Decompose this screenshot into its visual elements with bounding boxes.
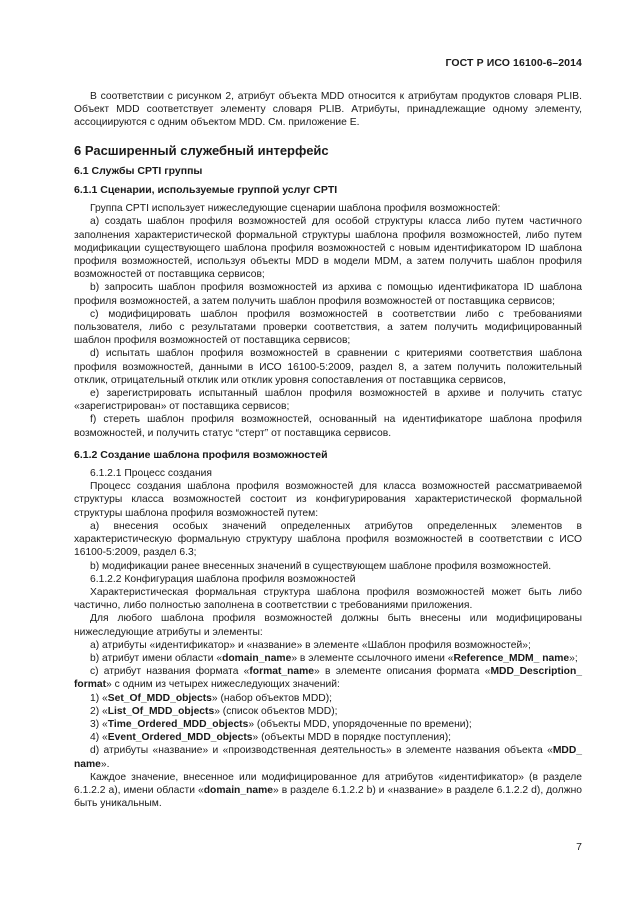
format-value-code: Time_Ordered_MDD_objects bbox=[107, 718, 249, 730]
creation-item-b: b) модификации ранее внесенных значений в существующем шаблоне профиля возможностей. bbox=[90, 560, 552, 572]
subsection-6-1-2-1-title: 6.1.2.1 Процесс создания bbox=[90, 468, 212, 480]
format-value-suffix: » (объекты MDD в порядке поступления); bbox=[252, 732, 451, 744]
attribute-item-b-code-1: domain_name bbox=[222, 652, 292, 664]
scenario-item-b: b) запросить шаблон профиля возможностей из архива с помощью идентификатора ID шаблона профиля возможностей, а затем получить шаблон профиля возможностей от поставщика сервисов; bbox=[74, 282, 582, 307]
format-value-4 bbox=[74, 731, 582, 744]
document-header: ГОСТ Р ИСО 16100-6–2014 bbox=[445, 57, 582, 69]
uniqueness-text: Каждое значение, внесенное или модифицированное для атрибутов «идентификатор» (в разделе 6.1.2.2 a), имени области « bbox=[74, 771, 582, 796]
format-value-prefix: 4) « bbox=[90, 732, 108, 744]
attribute-item-b bbox=[74, 652, 582, 665]
attribute-item-b-text: »; bbox=[569, 652, 578, 664]
uniqueness-paragraph bbox=[74, 771, 582, 811]
format-value-prefix: 3) « bbox=[90, 718, 108, 730]
format-value-3 bbox=[74, 718, 582, 731]
format-value-code: Event_Ordered_MDD_objects bbox=[107, 732, 253, 744]
subsection-6-1-2-2-title: 6.1.2.2 Конфигурация шаблона профиля возможностей bbox=[90, 573, 356, 585]
configuration-text-1: Характеристическая формальная структура шаблона профиля возможностей может быть либо частично, либо полностью заполнена в соответствии с требованиями приложения. bbox=[74, 586, 582, 612]
attribute-item-d-text: d) атрибуты «название» и «производственная деятельность» в элементе названия объекта « bbox=[90, 745, 553, 757]
attribute-item-b-code-2: Reference_MDM_ name bbox=[453, 652, 570, 664]
format-value-1 bbox=[74, 692, 582, 705]
section-6-1-2-heading: 6.1.2 Создание шаблона профиля возможностей bbox=[74, 448, 328, 461]
format-value-code: List_Of_MDD_objects bbox=[107, 705, 215, 717]
document-body bbox=[74, 90, 582, 810]
section-6-heading: 6 Расширенный служебный интерфейс bbox=[74, 142, 329, 158]
attribute-item-c bbox=[74, 665, 582, 691]
format-value-prefix: 2) « bbox=[90, 705, 108, 717]
uniqueness-code: domain_name bbox=[203, 784, 273, 796]
format-value-2 bbox=[74, 705, 582, 718]
intro-paragraph: В соответствии с рисунком 2, атрибут объекта MDD относится к атрибутам продуктов словаря PLIB. Объект MDD соответствует элементу словаря PLIB. Атрибуты, принадлежащие одному элементу, ассоциируются с одним объектом MDD. См. приложение Е. bbox=[74, 91, 582, 129]
attribute-item-c-text: » в элементе описания формата « bbox=[314, 666, 491, 678]
configuration-text-2: Для любого шаблона профиля возможностей должны быть внесены или модифицированы нижеследующие атрибуты и элементы: bbox=[74, 613, 582, 638]
scenario-item-c: c) модифицировать шаблон профиля возможностей в соответствии либо с требованиями пользователя, либо с результатами проверки соответствия, а затем получить модифицированный шаблон профиля возможностей от поставщика сервисов; bbox=[74, 308, 582, 347]
scenario-item-e: e) зарегистрировать испытанный шаблон профиля возможностей в архиве и получить статус «зарегистрирован» от поставщика сервисов; bbox=[74, 388, 582, 413]
attribute-item-c-text: » с одним из четырех нижеследующих значений: bbox=[106, 679, 340, 691]
attribute-item-d bbox=[74, 744, 582, 770]
attribute-item-c-text: c) атрибут названия формата « bbox=[90, 666, 250, 678]
attribute-item-b-text: b) атрибут имени области « bbox=[90, 652, 223, 664]
section-6-1-1-heading: 6.1.1 Сценарии, используемые группой услуг CPTI bbox=[74, 184, 338, 197]
format-value-suffix: » (набор объектов MDD); bbox=[211, 692, 332, 704]
page-number: 7 bbox=[576, 841, 582, 853]
uniqueness-text: » в разделе 6.1.2.2 b) и «название» в разделе 6.1.2.2 d), должно быть уникальным. bbox=[74, 784, 582, 810]
attribute-item-d-code: MDD_ name bbox=[74, 745, 582, 770]
attribute-item-b-text: » в элементе ссылочного имени « bbox=[291, 652, 454, 664]
scenario-item-a: a) создать шаблон профиля возможностей для особой структуры класса либо путем частичного заполнения характеристической формальной структуры шаблона профиля возможностей, либо путем модификации существующего шаблона профиля возможностей с новым идентификатором ID шаблона профиля возможностей, используя объекты MDD в модели MDM, а затем получить шаблон профиля возможностей от поставщика сервисов; bbox=[74, 216, 582, 281]
section-6-1-heading: 6.1 Службы CPTI группы bbox=[74, 164, 203, 177]
creation-process-text: Процесс создания шаблона профиля возможностей для класса возможностей рассматриваемой структуры класса возможностей состоит из конфигурирования характеристической формальной структуры шаблона профиля возможностей путем: bbox=[74, 481, 582, 519]
format-value-suffix: » (список объектов MDD); bbox=[214, 705, 338, 717]
format-value-suffix: » (объекты MDD, упорядоченные по времени); bbox=[248, 718, 472, 730]
attribute-item-c-code-1: format_name bbox=[249, 666, 315, 678]
attribute-item-a: a) атрибуты «идентификатор» и «название» в элементе «Шаблон профиля возможностей»; bbox=[90, 639, 531, 651]
attribute-item-d-text: ». bbox=[100, 758, 110, 770]
attribute-item-c-code-2: MDD_Description_ format bbox=[74, 666, 582, 691]
scenario-item-f: f) стереть шаблон профиля возможностей, основанный на идентификаторе шаблона профиля возможностей, и получить статус “стерт” от поставщика сервисов. bbox=[74, 414, 582, 439]
format-value-code: Set_Of_MDD_objects bbox=[107, 692, 212, 704]
creation-item-a: a) внесения особых значений определенных атрибутов определенных элементов в характеристическую формальную структуру шаблона профиля возможностей в соответствии с ИСО 16100-5:2009, раздел 6.3; bbox=[74, 520, 582, 559]
scenario-item-d: d) испытать шаблон профиля возможностей в сравнении с критериями соответствия шаблона профиля возможностей, данными в ИСО 16100-5:2009, раздел 8, а затем получить положительный отклик, отрицательный отклик или отклик уровня сопоставления от поставщика сервисов, bbox=[74, 348, 582, 386]
format-value-prefix: 1) « bbox=[90, 692, 108, 704]
scenarios-lead: Группа CPTI использует нижеследующие сценарии шаблона профиля возможностей: bbox=[90, 203, 501, 215]
